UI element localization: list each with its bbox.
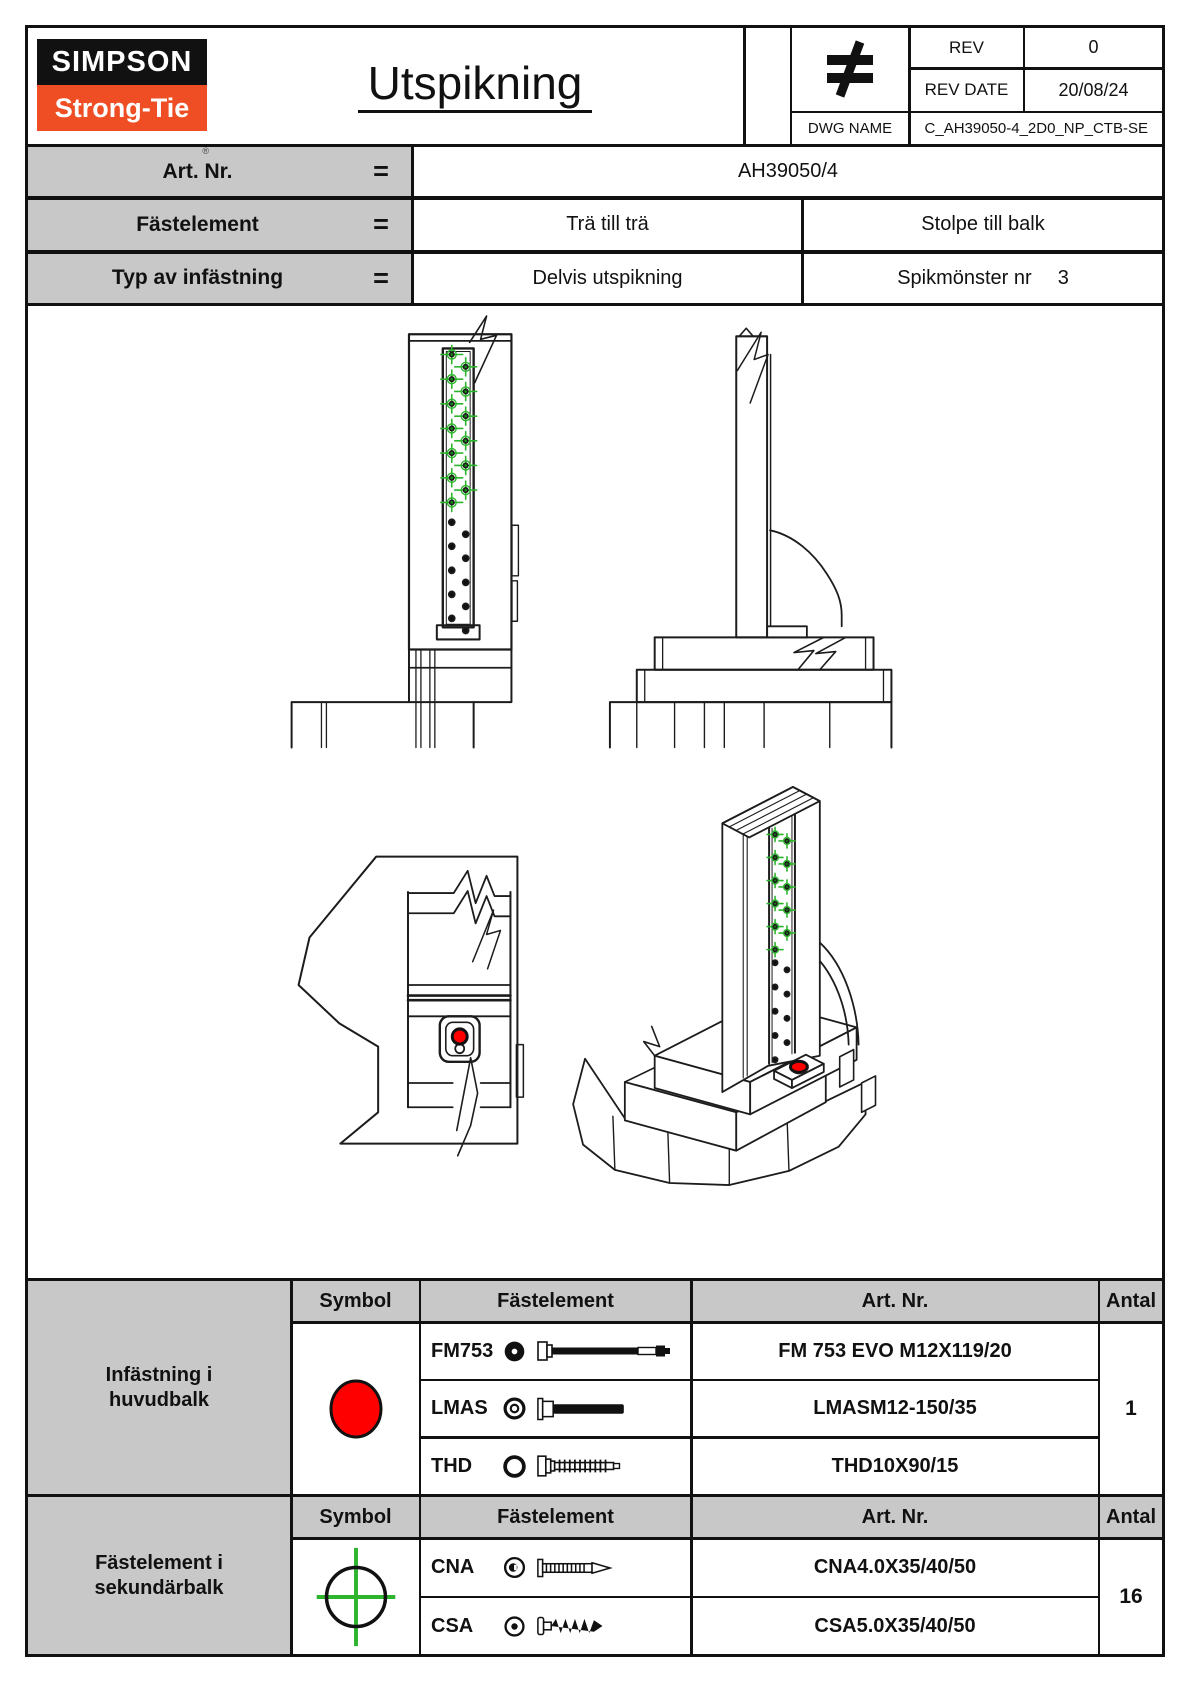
fastener-row-thd <box>421 1439 690 1494</box>
drawing-area <box>28 306 1162 1278</box>
title-block <box>28 28 1162 156</box>
equals-sign: = <box>373 262 389 293</box>
rev-spacer-cell <box>746 28 790 144</box>
detail-view <box>299 857 524 1156</box>
art-nr-thd: THD10X90/15 <box>693 1439 1098 1494</box>
rev-date-value: 20/08/24 <box>1025 70 1162 111</box>
column-header-symbol: Symbol <box>293 1281 419 1321</box>
info-row-art-nr <box>28 147 1162 196</box>
fastener-row-cna <box>421 1540 690 1596</box>
title-zone <box>207 28 743 144</box>
info-value-tra-till-tra: Trä till trä <box>414 200 801 249</box>
spikmonster-number: 3 <box>1057 266 1069 289</box>
cna-head-icon <box>502 1555 527 1580</box>
post-silhouette <box>722 787 819 1092</box>
lmas-bolt-icon <box>536 1393 641 1425</box>
equals-sign: = <box>373 156 389 187</box>
antal-sekundarbalk: 16 <box>1100 1540 1162 1655</box>
art-nr-fm753: FM 753 EVO M12X119/20 <box>693 1324 1098 1379</box>
column-header-antal: Antal <box>1100 1497 1162 1537</box>
fastener-name: LMAS <box>431 1397 488 1420</box>
column-header-art-nr: Art. Nr. <box>693 1497 1098 1537</box>
simpson-strong-tie-logo <box>37 39 209 156</box>
lmas-head-icon <box>502 1396 527 1421</box>
dwg-name-value: C_AH39050-4_2D0_NP_CTB-SE <box>911 113 1163 144</box>
fastener-name: CNA <box>431 1556 475 1578</box>
fastener-name: FM753 <box>431 1339 494 1362</box>
column-header-antal: Antal <box>1100 1281 1162 1321</box>
group-label-sekundarbalk: Fästelement i sekundärbalk <box>28 1497 290 1654</box>
fastener-table-sekundarbalk <box>28 1497 1162 1654</box>
art-nr-lmas: LMASM12-150/35 <box>693 1381 1098 1436</box>
column-header-symbol: Symbol <box>293 1497 419 1537</box>
fm753-head-icon <box>502 1339 527 1364</box>
art-nr-cna: CNA4.0X35/40/50 <box>693 1540 1098 1596</box>
fm753-bolt-icon <box>536 1335 676 1367</box>
sheet-frame <box>25 25 1165 1657</box>
info-label-fastelement: Fästelement = <box>28 200 411 249</box>
rev-date-label: REV DATE <box>911 70 1023 111</box>
column-header-art-nr: Art. Nr. <box>693 1281 1098 1321</box>
not-equal-icon <box>792 28 908 111</box>
page-title: Utspikning <box>358 59 593 112</box>
fastener-name: THD <box>431 1454 473 1477</box>
csa-head-icon <box>502 1614 527 1639</box>
group-label-huvudbalk: Infästning i huvudbalk <box>28 1281 290 1494</box>
info-table <box>28 147 1162 303</box>
info-value-stolpe-till-balk: Stolpe till balk <box>804 200 1162 249</box>
fastener-table-huvudbalk <box>28 1281 1162 1494</box>
info-row-fastelement <box>28 200 1162 249</box>
fastener-row-fm753 <box>421 1324 690 1379</box>
logo-simpson: SIMPSON <box>37 39 207 85</box>
antal-huvudbalk: 1 <box>1100 1324 1162 1495</box>
fastener-row-csa <box>421 1598 690 1654</box>
info-label-typ-av-infastning: Typ av infästning = <box>28 254 411 303</box>
info-value-delvis-utspikning: Delvis utspikning <box>414 254 801 303</box>
info-value-art-nr: AH39050/4 <box>414 147 1162 196</box>
isometric-view <box>573 787 875 1185</box>
cna-nail-icon <box>536 1552 631 1584</box>
nail-pattern-dots <box>449 519 469 633</box>
thd-screw-icon <box>536 1450 646 1482</box>
front-view <box>292 316 519 747</box>
technical-drawing <box>28 306 1162 1278</box>
fastener-row-lmas <box>421 1381 690 1436</box>
symbol-red-circle <box>293 1324 419 1495</box>
art-nr-csa: CSA5.0X35/40/50 <box>693 1598 1098 1654</box>
equals-sign: = <box>373 209 389 240</box>
side-view <box>610 328 892 747</box>
rev-label: REV <box>911 28 1023 67</box>
csa-screw-icon <box>536 1610 631 1642</box>
logo-strong-tie: Strong-Tie <box>37 85 207 131</box>
info-label-art-nr: Art. Nr. = <box>28 147 411 196</box>
bolt-symbol-red <box>452 1029 467 1044</box>
info-row-typ-av-infastning <box>28 254 1162 303</box>
registered-mark: ® <box>202 146 209 156</box>
symbol-green-crosshair <box>293 1540 419 1655</box>
fastener-name: CSA <box>431 1614 474 1637</box>
column-header-fastener: Fästelement <box>421 1281 690 1321</box>
thd-head-icon <box>502 1454 527 1479</box>
column-header-fastener: Fästelement <box>421 1497 690 1537</box>
dwg-name-label: DWG NAME <box>792 113 908 144</box>
rev-value: 0 <box>1025 28 1162 67</box>
info-value-spikmonster: Spikmönster nr 3 <box>804 254 1162 303</box>
revision-block <box>743 28 1162 144</box>
